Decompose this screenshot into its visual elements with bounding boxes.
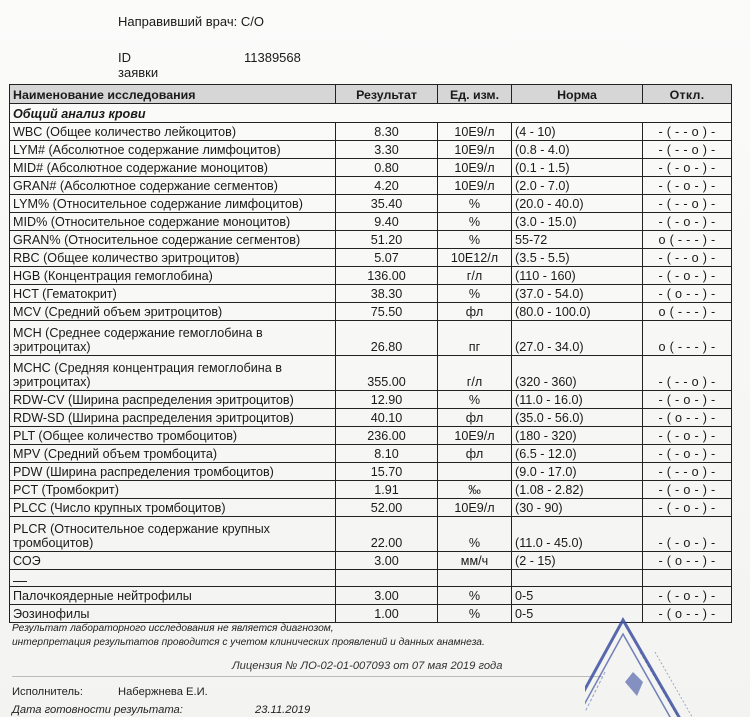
result-row xyxy=(10,231,732,249)
unit-cell: г/л xyxy=(438,356,512,391)
result-row xyxy=(10,177,732,195)
test-name-cell: MCHC (Средняя концентрация гемоглобина в эритроцитах) xyxy=(10,356,336,391)
unit-cell: % xyxy=(438,587,512,605)
results-table xyxy=(9,84,732,623)
deviation-cell: - ( - - o ) - xyxy=(643,356,732,391)
result-value-cell: 136.00 xyxy=(336,267,438,285)
test-name-cell: GRAN% (Относительное содержание сегментов) xyxy=(10,231,336,249)
unit-cell: 10E9/л xyxy=(438,427,512,445)
unit-cell: фл xyxy=(438,445,512,463)
norm-range-cell: (3.5 - 5.5) xyxy=(512,249,643,267)
result-value-cell: 51.20 xyxy=(336,231,438,249)
result-value-cell: 0.80 xyxy=(336,159,438,177)
deviation-cell: - ( - o - ) - xyxy=(643,267,732,285)
result-value-cell: 35.40 xyxy=(336,195,438,213)
test-name-cell: HCT (Гематокрит) xyxy=(10,285,336,303)
result-value-cell: 75.50 xyxy=(336,303,438,321)
unit-cell: 10E9/л xyxy=(438,159,512,177)
norm-range-cell: (30 - 90) xyxy=(512,499,643,517)
blank-separator-row xyxy=(10,570,732,587)
result-value-cell: 3.00 xyxy=(336,587,438,605)
result-row xyxy=(10,195,732,213)
test-name-cell: PCT (Тромбокрит) xyxy=(10,481,336,499)
blank-cell xyxy=(643,570,732,587)
result-row xyxy=(10,552,732,570)
unit-cell: % xyxy=(438,231,512,249)
license-text: Лицензия № ЛО-02-01-007093 от 07 мая 2019 года xyxy=(232,660,503,672)
deviation-cell: - ( - o - ) - xyxy=(643,159,732,177)
result-row xyxy=(10,321,732,356)
test-name-cell: GRAN# (Абсолютное содержание сегментов) xyxy=(10,177,336,195)
result-value-cell: 3.00 xyxy=(336,552,438,570)
norm-range-cell: (6.5 - 12.0) xyxy=(512,445,643,463)
deviation-cell: - ( - - o ) - xyxy=(643,195,732,213)
unit-cell: фл xyxy=(438,303,512,321)
col-header-deviation: Откл. xyxy=(643,85,732,104)
test-name-cell: MID% (Относительное содержание моноцитов) xyxy=(10,213,336,231)
col-header-norm: Норма xyxy=(512,85,643,104)
result-value-cell: 52.00 xyxy=(336,499,438,517)
norm-range-cell: 0-5 xyxy=(512,587,643,605)
result-row xyxy=(10,427,732,445)
deviation-cell: - ( o - - ) - xyxy=(643,285,732,303)
result-row xyxy=(10,123,732,141)
result-row xyxy=(10,463,732,481)
test-name-cell: HGB (Концентрация гемоглобина) xyxy=(10,267,336,285)
result-row xyxy=(10,499,732,517)
norm-range-cell: (37.0 - 54.0) xyxy=(512,285,643,303)
deviation-cell: - ( - o - ) - xyxy=(643,517,732,552)
unit-cell: % xyxy=(438,285,512,303)
norm-range-cell: (1.08 - 2.82) xyxy=(512,481,643,499)
performer-label: Исполнитель: xyxy=(12,686,83,698)
deviation-cell: - ( - o - ) - xyxy=(643,587,732,605)
norm-range-cell: (320 - 360) xyxy=(512,356,643,391)
norm-range-cell: (80.0 - 100.0) xyxy=(512,303,643,321)
blank-cell xyxy=(512,570,643,587)
deviation-cell: - ( - - o ) - xyxy=(643,463,732,481)
test-name-cell: PLT (Общее количество тромбоцитов) xyxy=(10,427,336,445)
results-table-header xyxy=(10,85,732,104)
result-value-cell: 1.91 xyxy=(336,481,438,499)
deviation-cell: - ( - o - ) - xyxy=(643,427,732,445)
deviation-cell: - ( - o - ) - xyxy=(643,445,732,463)
unit-cell: фл xyxy=(438,409,512,427)
result-value-cell: 236.00 xyxy=(336,427,438,445)
result-row xyxy=(10,587,732,605)
norm-range-cell: (0.1 - 1.5) xyxy=(512,159,643,177)
norm-range-cell: (35.0 - 56.0) xyxy=(512,409,643,427)
unit-cell: 10E9/л xyxy=(438,499,512,517)
deviation-cell: - ( - o - ) - xyxy=(643,481,732,499)
result-row xyxy=(10,249,732,267)
col-header-result: Результат xyxy=(336,85,438,104)
norm-range-cell: (20.0 - 40.0) xyxy=(512,195,643,213)
test-name-cell: MCH (Среднее содержание гемоглобина в эритроцитах) xyxy=(10,321,336,356)
disclaimer-line-1: Результат лабораторного исследования не является диагнозом, xyxy=(12,623,334,634)
deviation-cell: - ( o - - ) - xyxy=(643,552,732,570)
test-name-cell: Палочкоядерные нейтрофилы xyxy=(10,587,336,605)
test-name-cell: PLCC (Число крупных тромбоцитов) xyxy=(10,499,336,517)
test-name-cell: PLCR (Относительное содержание крупных тромбоцитов) xyxy=(10,517,336,552)
test-name-cell: СОЭ xyxy=(10,552,336,570)
norm-range-cell: (4 - 10) xyxy=(512,123,643,141)
test-name-cell: LYM# (Абсолютное содержание лимфоцитов) xyxy=(10,141,336,159)
result-row xyxy=(10,267,732,285)
unit-cell: 10E9/л xyxy=(438,177,512,195)
request-id-value: 11389568 xyxy=(244,50,301,65)
referring-doctor-line xyxy=(118,14,264,29)
norm-range-cell: (2 - 15) xyxy=(512,552,643,570)
unit-cell: г/л xyxy=(438,267,512,285)
deviation-cell: - ( o - - ) - xyxy=(643,409,732,427)
result-value-cell: 38.30 xyxy=(336,285,438,303)
test-name-cell: Эозинофилы xyxy=(10,605,336,623)
blank-mark-cell xyxy=(10,570,336,587)
result-value-cell: 1.00 xyxy=(336,605,438,623)
unit-cell: % xyxy=(438,391,512,409)
deviation-cell: - ( - - o ) - xyxy=(643,249,732,267)
norm-range-cell: (180 - 320) xyxy=(512,427,643,445)
unit-cell: ‰ xyxy=(438,481,512,499)
unit-cell: % xyxy=(438,605,512,623)
result-date-value: 23.11.2019 xyxy=(255,704,311,716)
result-row xyxy=(10,391,732,409)
result-row xyxy=(10,409,732,427)
deviation-cell: o ( - - - ) - xyxy=(643,303,732,321)
test-name-cell: WBC (Общее количество лейкоцитов) xyxy=(10,123,336,141)
section-title: Общий анализ крови xyxy=(10,104,732,123)
result-row xyxy=(10,159,732,177)
norm-range-cell: (110 - 160) xyxy=(512,267,643,285)
section-row xyxy=(10,104,732,123)
unit-cell: пг xyxy=(438,321,512,356)
norm-range-cell: (9.0 - 17.0) xyxy=(512,463,643,481)
result-value-cell: 9.40 xyxy=(336,213,438,231)
result-value-cell: 3.30 xyxy=(336,141,438,159)
disclaimer-line-2: интерпретация результатов проводится с учетом клинических проявлений и данных анамнеза. xyxy=(12,637,485,648)
deviation-cell: - ( - - o ) - xyxy=(643,123,732,141)
blank-cell xyxy=(336,570,438,587)
referring-doctor-label: Направивший врач: xyxy=(118,14,238,29)
result-row xyxy=(10,141,732,159)
request-id-label: ID заявки xyxy=(118,50,159,80)
result-value-cell: 12.90 xyxy=(336,391,438,409)
result-value-cell: 8.30 xyxy=(336,123,438,141)
result-value-cell: 15.70 xyxy=(336,463,438,481)
result-value-cell: 26.80 xyxy=(336,321,438,356)
result-value-cell: 8.10 xyxy=(336,445,438,463)
norm-range-cell: (3.0 - 15.0) xyxy=(512,213,643,231)
deviation-cell: - ( - o - ) - xyxy=(643,213,732,231)
test-name-cell: MID# (Абсолютное содержание моноцитов) xyxy=(10,159,336,177)
unit-cell: мм/ч xyxy=(438,552,512,570)
norm-range-cell: 55-72 xyxy=(512,231,643,249)
norm-range-cell: (27.0 - 34.0) xyxy=(512,321,643,356)
result-row xyxy=(10,356,732,391)
norm-range-cell: (0.8 - 4.0) xyxy=(512,141,643,159)
disclaimer-note xyxy=(12,622,485,650)
footer-separator xyxy=(12,676,602,677)
norm-range-cell: (11.0 - 45.0) xyxy=(512,517,643,552)
unit-cell: 10E9/л xyxy=(438,123,512,141)
result-value-cell: 5.07 xyxy=(336,249,438,267)
result-value-cell: 40.10 xyxy=(336,409,438,427)
unit-cell: % xyxy=(438,213,512,231)
blank-cell xyxy=(438,570,512,587)
result-date-label: Дата готовности результата: xyxy=(12,704,183,716)
result-row xyxy=(10,303,732,321)
referring-doctor-value: С/О xyxy=(240,14,264,29)
col-header-name: Наименование исследования xyxy=(10,85,336,104)
unit-cell: % xyxy=(438,195,512,213)
lab-stamp-icon xyxy=(585,612,750,717)
deviation-cell: - ( - o - ) - xyxy=(643,499,732,517)
unit-cell: % xyxy=(438,517,512,552)
blank-underline xyxy=(13,571,27,582)
result-value-cell: 22.00 xyxy=(336,517,438,552)
unit-cell: 10E9/л xyxy=(438,141,512,159)
deviation-cell: - ( - - o ) - xyxy=(643,141,732,159)
result-row xyxy=(10,285,732,303)
test-name-cell: RDW-SD (Ширина распределения эритроцитов) xyxy=(10,409,336,427)
col-header-unit: Ед. изм. xyxy=(438,85,512,104)
deviation-cell: - ( - o - ) - xyxy=(643,177,732,195)
test-name-cell: RBC (Общее количество эритроцитов) xyxy=(10,249,336,267)
test-name-cell: MCV (Средний объем эритроцитов) xyxy=(10,303,336,321)
norm-range-cell: 0-5 xyxy=(512,605,643,623)
result-row xyxy=(10,481,732,499)
unit-cell xyxy=(438,463,512,481)
deviation-cell: - ( - o - ) - xyxy=(643,391,732,409)
result-row xyxy=(10,445,732,463)
deviation-cell: o ( - - - ) - xyxy=(643,321,732,356)
test-name-cell: MPV (Средний объем тромбоцита) xyxy=(10,445,336,463)
result-row xyxy=(10,517,732,552)
result-value-cell: 4.20 xyxy=(336,177,438,195)
performer-value: Набержнева Е.И. xyxy=(118,686,208,698)
result-row xyxy=(10,213,732,231)
test-name-cell: PDW (Ширина распределения тромбоцитов) xyxy=(10,463,336,481)
unit-cell: 10E12/л xyxy=(438,249,512,267)
deviation-cell: - ( o - - ) - xyxy=(643,605,732,623)
test-name-cell: RDW-CV (Ширина распределения эритроцитов) xyxy=(10,391,336,409)
norm-range-cell: (2.0 - 7.0) xyxy=(512,177,643,195)
deviation-cell: o ( - - - ) - xyxy=(643,231,732,249)
norm-range-cell: (11.0 - 16.0) xyxy=(512,391,643,409)
test-name-cell: LYM% (Относительное содержание лимфоцитов) xyxy=(10,195,336,213)
result-value-cell: 355.00 xyxy=(336,356,438,391)
